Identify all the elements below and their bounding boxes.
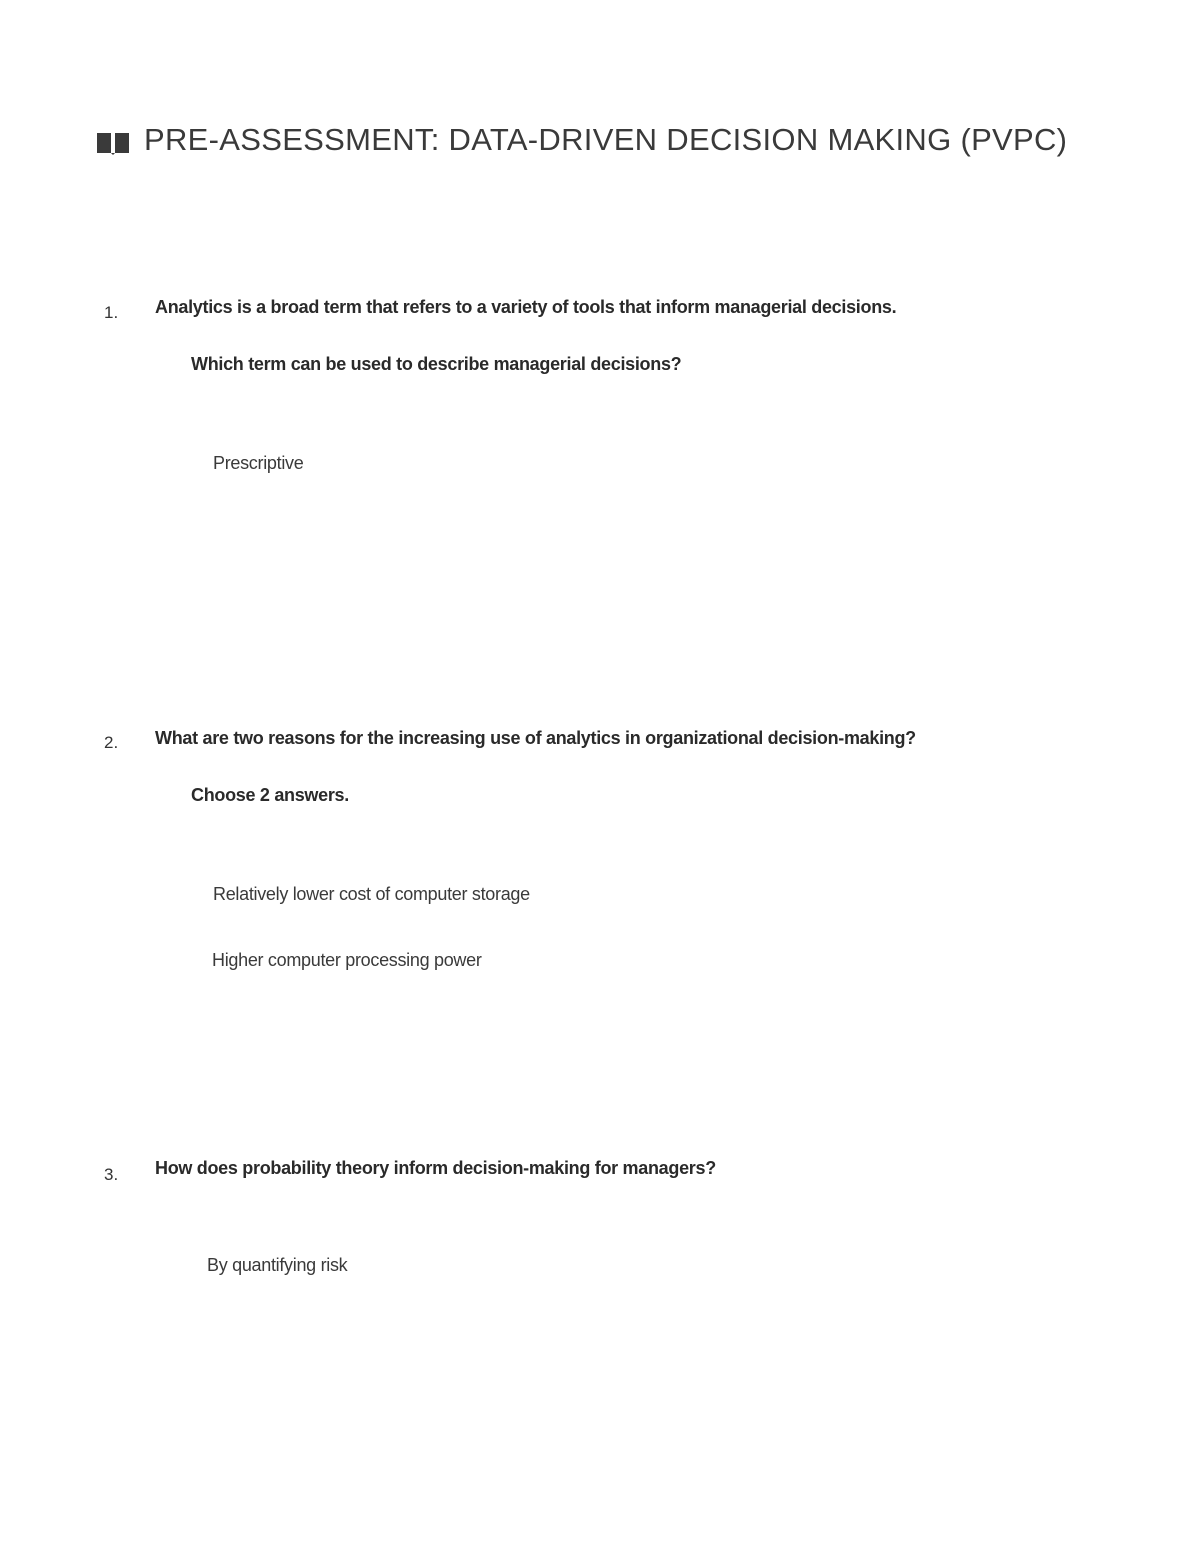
question-number: 2. bbox=[104, 733, 119, 752]
question-text: Analytics is a broad term that refers to a variety of tools that inform managerial decisions. bbox=[155, 297, 897, 317]
answer-option: By quantifying risk bbox=[207, 1255, 348, 1275]
question-subtext: Which term can be used to describe managerial decisions? bbox=[191, 354, 682, 374]
page-header bbox=[96, 122, 1067, 158]
question-number: 1. bbox=[104, 303, 119, 322]
answer-option: Relatively lower cost of computer storage bbox=[213, 884, 530, 904]
question-text: How does probability theory inform decision-making for managers? bbox=[155, 1158, 716, 1178]
answer-option: Higher computer processing power bbox=[212, 950, 482, 970]
question-number: 3. bbox=[104, 1165, 119, 1184]
book-icon bbox=[96, 131, 130, 155]
question-text: What are two reasons for the increasing use of analytics in organizational decision-making? bbox=[155, 728, 916, 748]
answer-option: Prescriptive bbox=[213, 453, 304, 473]
question-subtext: Choose 2 answers. bbox=[191, 785, 349, 805]
page-title: PRE-ASSESSMENT: DATA-DRIVEN DECISION MAKING (PVPC) bbox=[144, 122, 1068, 157]
